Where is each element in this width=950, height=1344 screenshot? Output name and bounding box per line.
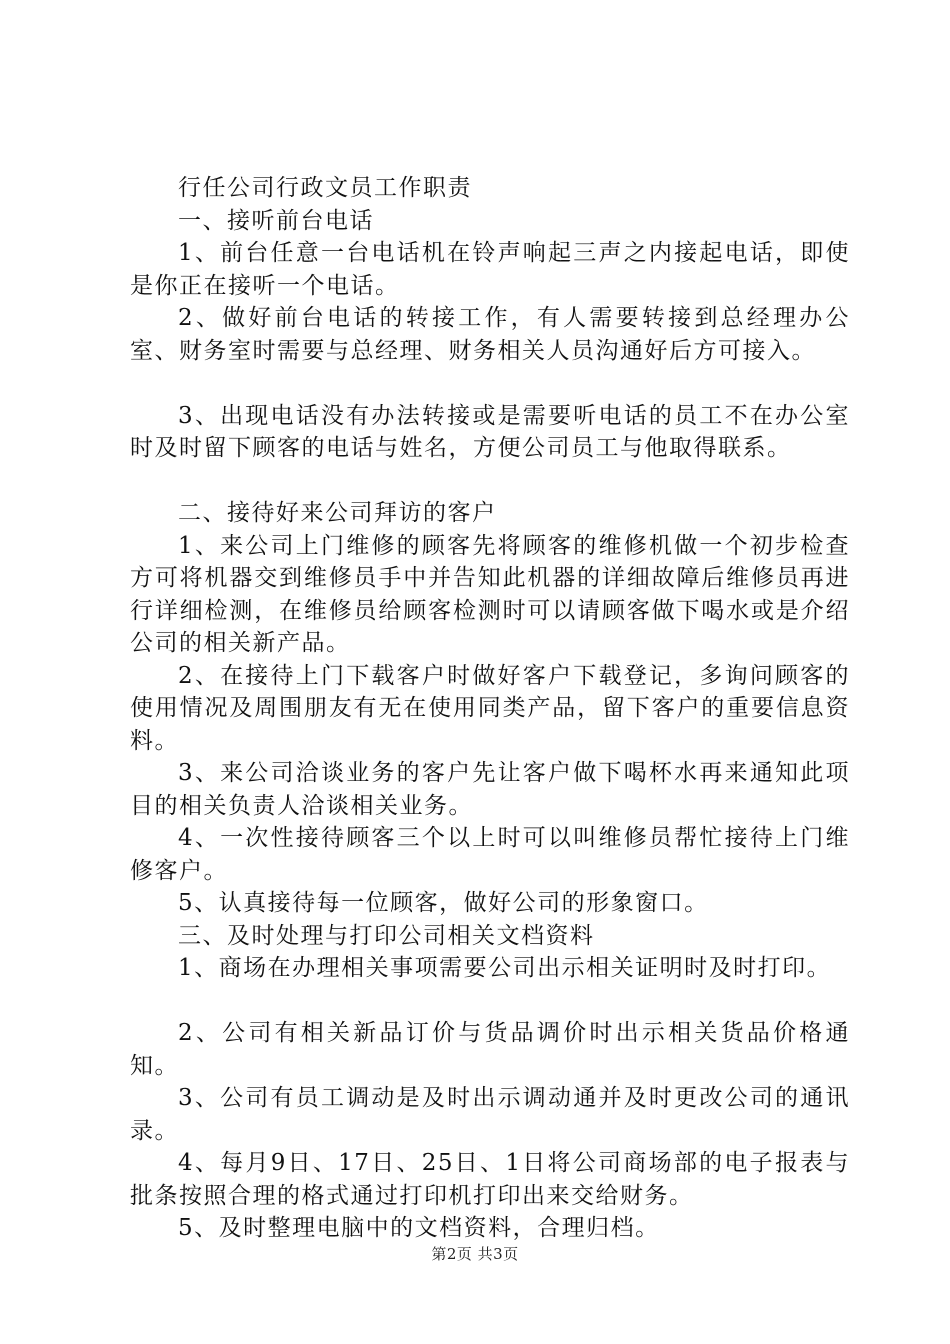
paragraph-spacer — [130, 367, 850, 400]
section-heading-3: 三、及时处理与打印公司相关文档资料 — [178, 922, 595, 949]
document-body — [130, 172, 850, 1245]
page-number-footer: 第2页 共3页 — [431, 1245, 519, 1263]
section-heading-1: 一、接听前台电话 — [178, 207, 374, 234]
paragraph: 2、做好前台电话的转接工作，有人需要转接到总经理办公室、财务室时需要与总经理、财务相关人员沟通好后方可接入。 — [130, 305, 850, 364]
paragraph: 3、公司有员工调动是及时出示调动通并及时更改公司的通讯录。 — [130, 1085, 850, 1144]
paragraph: 4、一次性接待顾客三个以上时可以叫维修员帮忙接待上门维修客户。 — [130, 825, 850, 884]
paragraph: 2、在接待上门下载客户时做好客户下载登记，多询问顾客的使用情况及周围朋友有无在使用同类产品，留下客户的重要信息资料。 — [130, 662, 850, 754]
paragraph: 5、及时整理电脑中的文档资料，合理归档。 — [178, 1215, 660, 1241]
section-heading-2: 二、接待好来公司拜访的客户 — [178, 500, 497, 526]
document-title: 行任公司行政文员工作职责 — [178, 175, 472, 201]
paragraph: 3、来公司洽谈业务的客户先让客户做下喝杯水再来通知此项目的相关负责人洽谈相关业务。 — [130, 760, 850, 819]
paragraph-spacer — [130, 465, 850, 498]
paragraph: 1、商场在办理相关事项需要公司出示相关证明时及时打印。 — [178, 955, 832, 981]
paragraph: 2、公司有相关新品订价与货品调价时出示相关货品价格通知。 — [130, 1020, 850, 1079]
paragraph: 1、来公司上门维修的顾客先将顾客的维修机做一个初步检查方可将机器交到维修员手中并告知此机器的详细故障后维修员再进行详细检测，在维修员给顾客检测时可以请顾客做下喝水或是介绍公司的相关新产品。 — [130, 532, 850, 656]
paragraph: 4、每月9日、17日、25日、1日将公司商场部的电子报表与批条按照合理的格式通过打印机打印出来交给财务。 — [130, 1150, 850, 1209]
paragraph: 5、认真接待每一位顾客，做好公司的形象窗口。 — [178, 890, 709, 916]
paragraph: 1、前台任意一台电话机在铃声响起三声之内接起电话，即使是你正在接听一个电话。 — [130, 240, 850, 299]
paragraph-spacer — [130, 985, 850, 1018]
paragraph: 3、出现电话没有办法转接或是需要听电话的员工不在办公室时及时留下顾客的电话与姓名，方便公司员工与他取得联系。 — [130, 402, 850, 461]
